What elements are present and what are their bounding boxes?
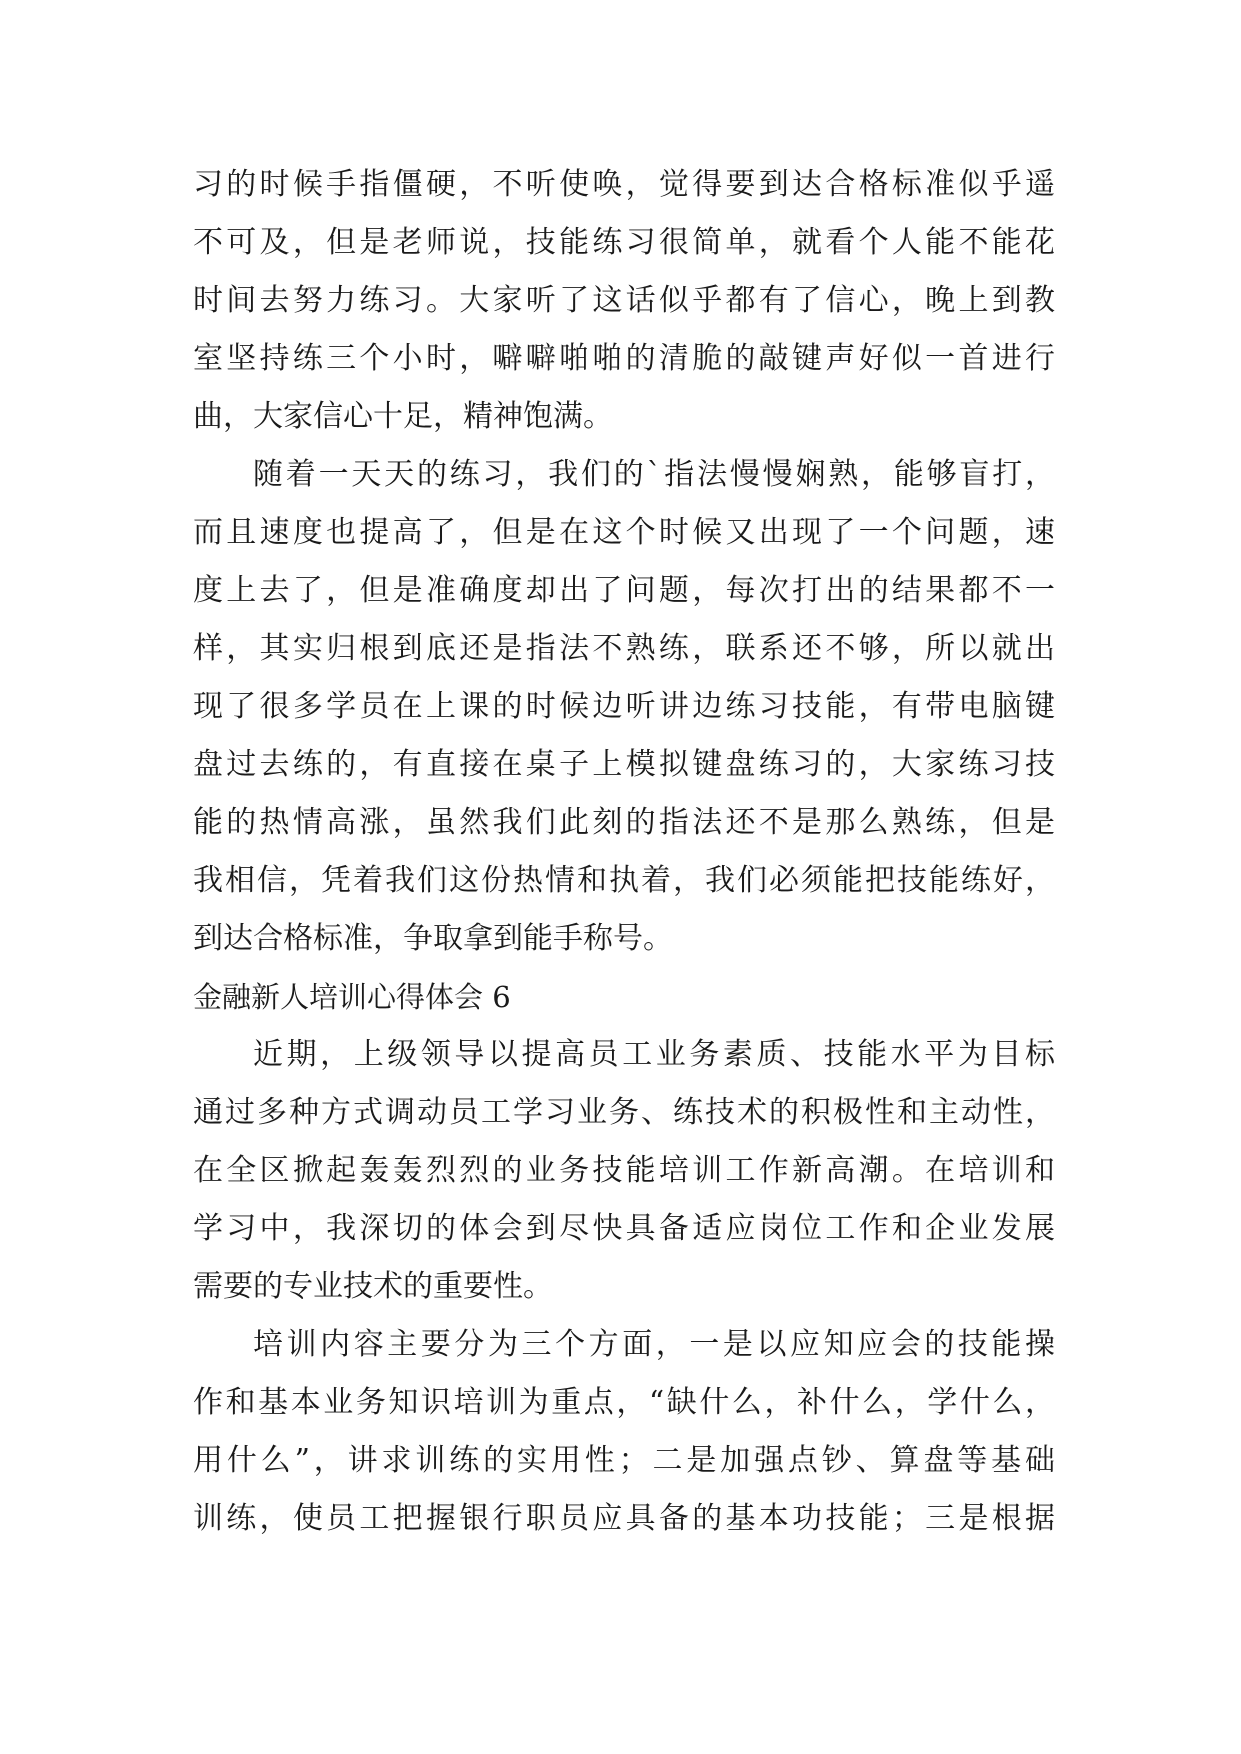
paragraph-1 <box>193 156 1055 446</box>
text-line: 不可及，但是老师说，技能练习很简单，就看个人能不能花 <box>193 225 1055 260</box>
paragraph-2 <box>193 446 1055 968</box>
text-line: 培训内容主要分为三个方面，一是以应知应会的技能操 <box>253 1327 1055 1362</box>
text-line: 盘过去练的，有直接在桌子上模拟键盘练习的，大家练习技 <box>193 747 1055 782</box>
text-line: 样，其实归根到底还是指法不熟练，联系还不够，所以就出 <box>193 631 1055 666</box>
paragraph-4 <box>193 1316 1055 1548</box>
text-line: 室坚持练三个小时，噼噼啪啪的清脆的敲键声好似一首进行 <box>193 341 1055 376</box>
paragraph-3 <box>193 1026 1055 1316</box>
document-body <box>193 156 1055 1548</box>
text-line: 近期，上级领导以提高员工业务素质、技能水平为目标 <box>253 1037 1055 1072</box>
text-line: 需要的专业技术的重要性。 <box>193 1269 553 1304</box>
text-line: 而且速度也提高了，但是在这个时候又出现了一个问题，速 <box>193 515 1055 550</box>
text-line: 度上去了，但是准确度却出了问题，每次打出的结果都不一 <box>193 573 1055 608</box>
text-line: 曲，大家信心十足，精神饱满。 <box>193 399 613 434</box>
text-line: 习的时候手指僵硬，不听使唤，觉得要到达合格标准似乎遥 <box>193 167 1055 202</box>
text-line: 用什么”，讲求训练的实用性；二是加强点钞、算盘等基础 <box>193 1443 1055 1478</box>
text-line: 学习中，我深切的体会到尽快具备适应岗位工作和企业发展 <box>193 1211 1055 1246</box>
text-line: 训练，使员工把握银行职员应具备的基本功技能；三是根据 <box>193 1501 1055 1536</box>
text-line: 到达合格标准，争取拿到能手称号。 <box>193 921 673 956</box>
text-line: 我相信，凭着我们这份热情和执着，我们必须能把技能练好， <box>193 863 1055 898</box>
text-line: 作和基本业务知识培训为重点，“缺什么，补什么，学什么， <box>193 1385 1055 1420</box>
text-line: 随着一天天的练习，我们的`指法慢慢娴熟，能够盲打， <box>253 457 1055 492</box>
text-line: 通过多种方式调动员工学习业务、练技术的积极性和主动性， <box>193 1095 1055 1130</box>
section-heading: 金融新人培训心得体会 6 <box>193 980 511 1014</box>
text-line: 时间去努力练习。大家听了这话似乎都有了信心，晚上到教 <box>193 283 1055 318</box>
text-line: 能的热情高涨，虽然我们此刻的指法还不是那么熟练，但是 <box>193 805 1055 840</box>
text-line: 在全区掀起轰轰烈烈的业务技能培训工作新高潮。在培训和 <box>193 1153 1055 1188</box>
text-line: 现了很多学员在上课的时候边听讲边练习技能，有带电脑键 <box>193 689 1055 724</box>
